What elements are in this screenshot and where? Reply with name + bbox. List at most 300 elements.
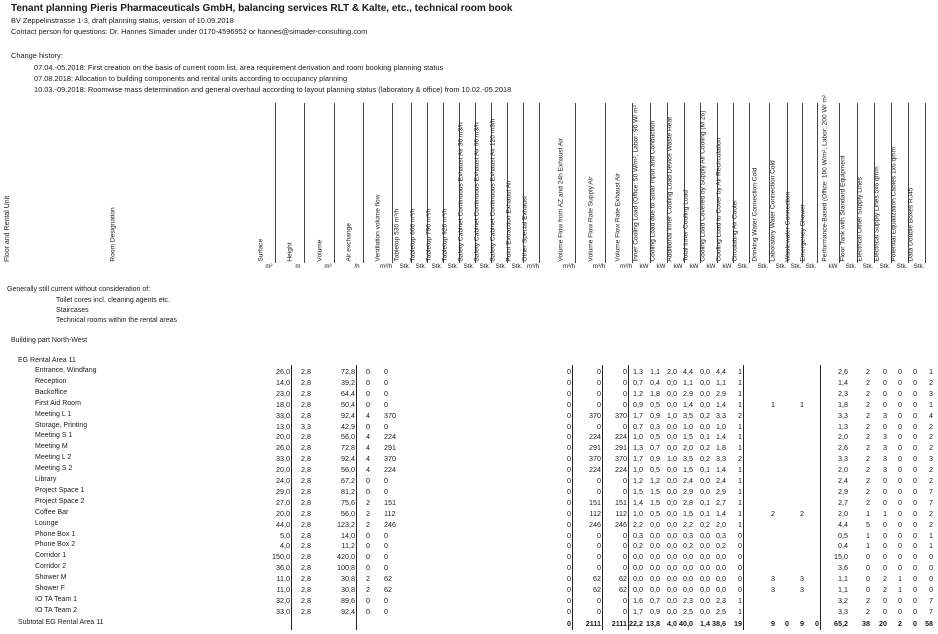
building-part-label: Building part North-West [11,337,88,344]
table-cell: 0,4 [650,377,660,387]
table-cell: 0 [898,432,902,442]
table-cell: 0,0 [667,595,677,605]
table-cell: 1,0 [667,410,677,420]
table-cell: 224 [384,465,396,475]
column-header: Air exchange [345,223,353,262]
table-cell: 4,4 [838,519,848,529]
table-cell: 0 [384,552,388,562]
table-cell: 0,0 [700,585,710,594]
column-header: Circulating Air Cooler [731,200,739,262]
room-name: Shower M [35,574,67,582]
table-cell: 0 [597,552,601,562]
table-cell: 1,0 [667,454,677,464]
table-cell: 20,0 [276,465,290,475]
table-cell: 0 [623,486,627,496]
table-cell: 1,4 [716,508,726,518]
table-cell: 0 [883,530,887,540]
table-cell: 0 [366,399,370,409]
room-name: Meeting S 2 [35,465,73,473]
table-cell: 0 [384,367,388,376]
table-cell: 0 [913,497,917,507]
table-cell: 14,0 [341,530,355,540]
table-cell: 0,0 [667,443,677,453]
note-item: Staircases [56,307,89,314]
table-cell: 2,5 [716,606,726,616]
column-divider [304,103,305,263]
table-cell: 3,3 [838,454,848,464]
column-border [820,365,821,630]
table-cell: 3 [883,410,887,420]
table-cell: 2,0 [667,367,677,376]
table-cell: 0,0 [667,476,677,485]
table-cell: 0,9 [650,454,660,464]
table-cell: 0,5 [650,465,660,475]
table-cell: 0,0 [667,465,677,475]
room-name: Corridor 1 [35,552,67,560]
table-cell: 0 [623,606,627,616]
table-cell: 0,9 [633,399,643,409]
table-cell: 1 [929,530,933,540]
table-cell: 0 [898,530,902,540]
table-cell: 1,0 [716,421,726,431]
table-cell: 0,0 [667,377,677,387]
table-cell: 1,4 [700,618,710,628]
table-cell: 0 [913,454,917,464]
table-cell: 23,0 [276,388,290,398]
table-cell: 0 [597,476,601,485]
table-cell: 2,8 [301,585,311,594]
table-cell: 11,2 [341,541,355,551]
table-cell: 0,7 [650,443,660,453]
table-cell: 0 [913,388,917,398]
table-cell: 0 [567,563,571,573]
table-cell: 2 [866,367,870,376]
table-cell: 1 [929,541,933,551]
table-cell: 3,3 [716,454,726,464]
table-cell: 2 [738,410,742,420]
table-cell: 0 [567,476,571,485]
table-cell: 7 [929,486,933,496]
table-cell: 0 [883,399,887,409]
table-cell: 92,4 [341,454,355,464]
table-cell: 370 [384,410,396,420]
table-cell: 0 [883,519,887,529]
table-cell: 112 [384,508,396,518]
table-cell: 1 [866,530,870,540]
table-cell: 246 [589,519,601,529]
table-cell: 0 [898,595,902,605]
table-cell: 1,4 [633,497,643,507]
table-cell: 112 [615,508,627,518]
table-cell: 0 [567,585,571,594]
table-cell: 0 [567,367,571,376]
table-cell: 1 [929,399,933,409]
table-cell: 0,0 [683,563,693,573]
column-header: Tabletop 530 m³/h [393,209,401,262]
table-cell: 0,0 [667,421,677,431]
table-cell: 2 [866,454,870,464]
unit-label: Stk. [431,263,443,270]
table-cell: 0 [929,585,933,594]
table-cell: 0 [866,552,870,562]
room-name: Meeting M [35,443,68,451]
table-cell: 0 [913,421,917,431]
table-cell: 38 [862,618,870,628]
table-cell: 0 [366,377,370,387]
table-cell: 2 [883,585,887,594]
table-cell: 67,2 [341,476,355,485]
table-cell: 3,2 [838,595,848,605]
table-cell: 0 [738,574,742,584]
table-cell: 75,6 [341,497,355,507]
unit-label: Stk. [447,263,459,270]
room-name: Backoffice [35,388,68,396]
table-cell: 2,8 [301,552,311,562]
table-cell: 0 [898,552,902,562]
table-cell: 22,2 [629,618,643,628]
table-cell: 0 [898,606,902,616]
table-cell: 0 [623,476,627,485]
column-header: Volume Flow Rate Supply Air [587,176,595,262]
table-cell: 0 [898,410,902,420]
table-cell: 1,4 [716,432,726,442]
table-cell: 3,3 [716,410,726,420]
unit-label: kW [656,263,666,270]
table-cell: 291 [615,443,627,453]
room-name: Shower F [35,585,65,592]
table-cell: 0 [883,595,887,605]
table-cell: 0 [866,585,870,594]
table-cell: 1,1 [716,377,726,387]
table-cell: 0,0 [667,585,677,594]
room-name: Meeting L 1 [35,410,72,418]
table-cell: 0 [883,552,887,562]
table-cell: 2 [929,443,933,453]
table-cell: 224 [589,465,601,475]
unit-label: Stk. [479,263,491,270]
table-cell: 3 [883,465,887,475]
change-history-entry: 07.08.2018: Allocation to building components and rental units according to occupancy planning [34,74,348,83]
table-cell: 0 [597,399,601,409]
table-cell: 89,6 [341,595,355,605]
table-cell: 2 [866,410,870,420]
table-cell: 65,2 [834,618,848,628]
table-cell: 2111 [611,618,627,628]
column-header: Safety Cabinet Continuous Exhaust Air 30 m3/h [457,122,465,262]
room-name: Phone Box 2 [35,541,76,549]
table-cell: 1,8 [838,399,848,409]
table-cell: 0 [366,552,370,562]
table-cell: 0 [597,606,601,616]
table-cell: 0,5 [838,530,848,540]
table-cell: 2 [929,377,933,387]
table-cell: 0 [883,476,887,485]
table-cell: 0 [898,465,902,475]
unit-label: Stk. [399,263,411,270]
table-cell: 0 [913,574,917,584]
table-cell: 0 [898,563,902,573]
table-cell: 4 [929,410,933,420]
table-cell: 370 [384,454,396,464]
column-header: Wastewater Connection [784,192,792,262]
table-cell: 0 [913,563,917,573]
table-cell: 0 [567,606,571,616]
table-cell: 3,5 [683,454,693,464]
table-cell: 151 [384,497,396,507]
table-cell: 2,2 [683,519,693,529]
table-cell: 39,2 [341,377,355,387]
table-cell: 2,8 [301,486,311,496]
table-cell: 420,0 [337,552,355,562]
table-cell: 1,5 [683,465,693,475]
table-cell: 64,4 [341,388,355,398]
change-history-label: Change history: [11,51,63,60]
table-cell: 33,0 [276,606,290,616]
table-cell: 0 [898,399,902,409]
table-cell: 2,8 [301,377,311,387]
unit-label: m³ [324,263,332,270]
unit-label: Stk. [415,263,427,270]
unit-label: kW [722,263,732,270]
table-cell: 3,3 [838,410,848,420]
table-cell: 150,0 [272,552,290,562]
table-cell: 1,0 [633,508,643,518]
table-cell: 0 [597,486,601,496]
table-cell: 0,0 [700,574,710,584]
column-header: Drinking Water Connection Cold [751,168,759,262]
table-cell: 0,9 [650,606,660,616]
table-cell: 0,0 [667,552,677,562]
unit-label: Stk. [805,263,817,270]
table-cell: 0 [913,476,917,485]
table-cell: 2,8 [301,497,311,507]
table-cell: 370 [615,454,627,464]
table-cell: 40,0 [679,618,693,628]
unit-label: m³/h [562,263,576,270]
table-cell: 0 [366,606,370,616]
table-cell: 0 [366,486,370,496]
table-cell: 0 [738,541,742,551]
table-cell: 3,3 [838,606,848,616]
unit-label: kW [673,263,683,270]
table-cell: 20,0 [276,508,290,518]
table-cell: 0,0 [683,585,693,594]
table-cell: 30,8 [341,574,355,584]
table-cell: 2,8 [301,454,311,464]
table-cell: 0,3 [633,530,643,540]
table-cell: 3 [771,585,775,594]
table-cell: 0 [366,563,370,573]
table-cell: 1 [738,519,742,529]
table-cell: 2,8 [301,606,311,616]
table-cell: 1 [738,367,742,376]
room-name: Storage, Printing [35,421,88,429]
table-cell: 42,9 [341,421,355,431]
table-cell: 2,9 [716,388,726,398]
table-cell: 0,0 [667,432,677,442]
table-cell: 0,1 [700,497,710,507]
table-cell: 1 [738,432,742,442]
table-cell: 0,0 [667,606,677,616]
table-cell: 11,0 [276,585,290,594]
table-cell: 151 [589,497,601,507]
table-cell: 1,0 [633,432,643,442]
table-cell: 13,0 [276,421,290,431]
table-cell: 1 [738,388,742,398]
column-divider [605,103,606,263]
table-cell: 0,0 [650,574,660,584]
table-cell: 2,7 [838,497,848,507]
table-cell: 1 [738,476,742,485]
table-cell: 2 [866,443,870,453]
unit-label: m³/h [526,263,540,270]
table-cell: 0,2 [716,541,726,551]
table-cell: 0 [898,454,902,464]
table-cell: 0,2 [700,519,710,529]
table-cell: 2,8 [301,432,311,442]
table-cell: 32,0 [276,595,290,605]
unit-label: Stk. [511,263,523,270]
table-cell: 50,4 [341,399,355,409]
table-cell: 0 [913,486,917,496]
table-cell: 0,1 [700,432,710,442]
table-cell: 100,8 [337,563,355,573]
notes-intro: Generally still current without consideration of: [7,286,151,293]
table-cell: 0,0 [716,563,726,573]
table-cell: 0,0 [650,530,660,540]
table-cell: 0 [898,486,902,496]
table-cell: 2,8 [301,465,311,475]
table-cell: 2,3 [683,595,693,605]
table-cell: 0 [913,595,917,605]
table-cell: 1 [738,421,742,431]
column-border [291,365,292,630]
table-cell: 0,0 [716,552,726,562]
table-cell: 0 [898,388,902,398]
table-cell: 20 [879,618,887,628]
table-cell: 0 [866,574,870,584]
table-cell: 2,8 [301,563,311,573]
table-cell: 2,8 [301,443,311,453]
table-cell: 9 [800,618,804,628]
table-cell: 0 [366,476,370,485]
table-cell: 0 [366,367,370,376]
table-cell: 2 [866,388,870,398]
table-cell: 0 [883,606,887,616]
table-cell: 0 [567,541,571,551]
table-cell: 123,2 [337,519,355,529]
table-cell: 1,6 [633,595,643,605]
column-border [602,365,603,630]
table-cell: 0,0 [700,476,710,485]
column-header: Emergency Shower [799,204,807,262]
table-cell: 1,4 [683,399,693,409]
table-cell: 2,4 [683,476,693,485]
table-cell: 0,7 [633,421,643,431]
note-item: Technical rooms within the rental areas [56,317,178,324]
table-cell: 0 [913,519,917,529]
table-cell: 2 [866,476,870,485]
table-cell: 0 [597,595,601,605]
column-header: Tabletop 920 m³/h [441,209,449,262]
column-header: Cooling Load to Cover by Air Recirculation [715,138,723,262]
table-cell: 0 [567,519,571,529]
table-cell: 0 [567,574,571,584]
table-cell: 1 [738,606,742,616]
table-cell: 27,0 [276,497,290,507]
table-cell: 2,9 [838,486,848,496]
table-cell: 2 [366,574,370,584]
table-cell: 2 [866,465,870,475]
table-cell: 1,5 [650,486,660,496]
table-cell: 0 [883,486,887,496]
table-cell: 0 [567,454,571,464]
table-cell: 0 [567,443,571,453]
table-cell: 1 [738,486,742,496]
table-cell: 0 [384,595,388,605]
table-cell: 0,0 [700,367,710,376]
table-cell: 2,8 [301,595,311,605]
unit-label: Stk. [495,263,507,270]
table-cell: 2 [866,377,870,387]
table-cell: 2 [366,508,370,518]
column-header: Other Special Exhaust [521,196,529,262]
table-cell: 0 [913,552,917,562]
table-cell: 224 [615,432,627,442]
column-border [628,365,629,630]
table-cell: 0 [597,563,601,573]
table-cell: 3 [800,574,804,584]
table-cell: 0 [738,530,742,540]
table-cell: 0 [738,552,742,562]
table-cell: 0,2 [700,443,710,453]
table-cell: 2 [366,519,370,529]
table-cell: 26,0 [276,367,290,376]
table-cell: 0,2 [700,410,710,420]
table-cell: 18,0 [276,399,290,409]
table-cell: 3,5 [683,410,693,420]
table-cell: 0,0 [633,585,643,594]
room-name: Reception [35,377,67,385]
table-cell: 1,5 [683,432,693,442]
table-cell: 9 [771,618,775,628]
table-cell: 1,7 [633,410,643,420]
table-cell: 0 [738,585,742,594]
table-cell: 4 [366,465,370,475]
table-cell: 0,3 [683,530,693,540]
column-header: Surface [257,239,265,262]
column-header: Safety Cabinet Continuous Exhaust Air 60 m3/h [473,122,481,262]
table-cell: 58 [925,618,933,628]
table-cell: 0 [898,508,902,518]
table-cell: 0,0 [700,399,710,409]
table-cell: 0,0 [667,563,677,573]
table-cell: 0 [913,530,917,540]
unit-label: kW [706,263,716,270]
table-cell: 291 [589,443,601,453]
table-cell: 0 [567,497,571,507]
table-cell: 2,3 [838,388,848,398]
table-cell: 38,6 [712,618,726,628]
table-cell: 3,6 [838,563,848,573]
table-cell: 2 [883,574,887,584]
table-cell: 1 [738,443,742,453]
table-cell: 0 [898,367,902,376]
table-cell: 26,0 [276,443,290,453]
table-cell: 2,7 [716,497,726,507]
room-name: Library [35,476,57,483]
table-cell: 62 [619,574,627,584]
